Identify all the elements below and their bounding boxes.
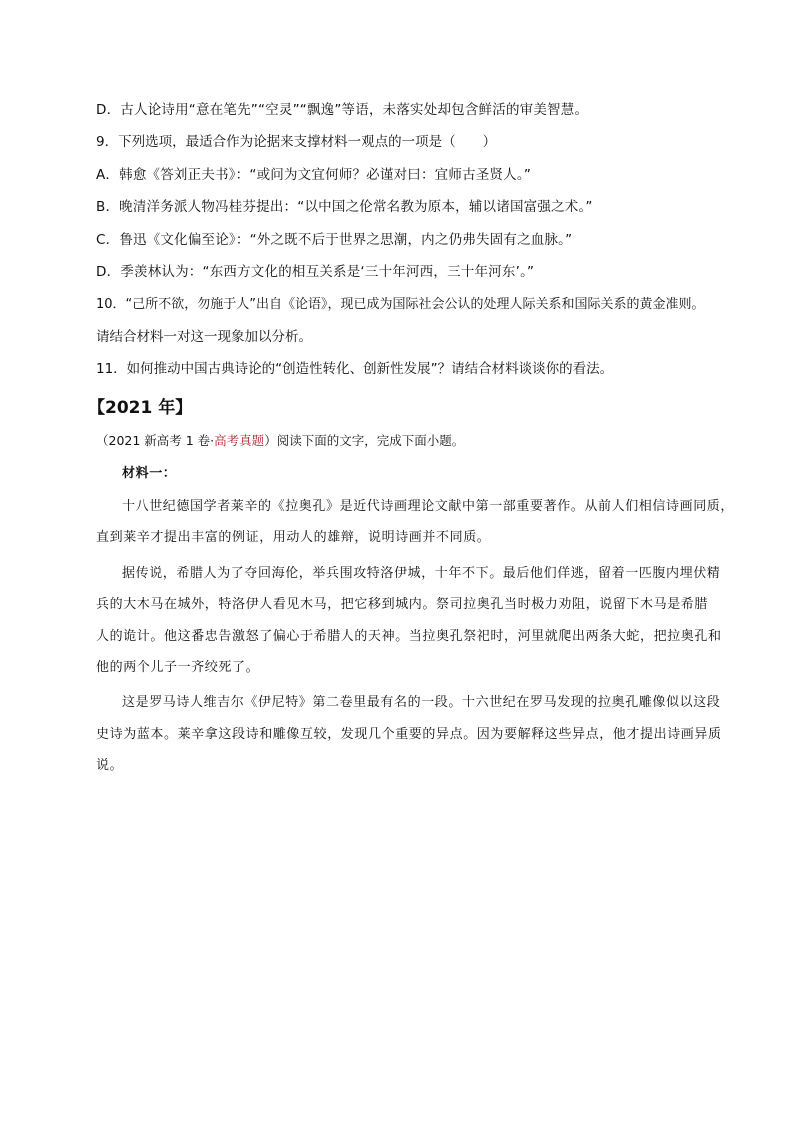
question-9-option-a: A．韩愈《答刘正夫书》：“或问为文宜何师？必谨对曰：宜师古圣贤人。” xyxy=(96,167,532,183)
question-9-option-b: B．晚清洋务派人物冯桂芬提出：“以中国之伦常名教为原本，辅以诸国富强之术。” xyxy=(96,199,593,215)
material-label: 材料一： xyxy=(122,466,177,481)
question-8-option-d: D．古人论诗用“意在笔先”“空灵”“飘逸”等语，未落实处却包含鲜活的审美智慧。 xyxy=(96,102,589,118)
material-p2-line-4: 他的两个儿子一齐绞死了。 xyxy=(96,660,260,675)
material-p2-line-2: 兵的大木马在城外，特洛伊人看见木马，把它移到城内。祭司拉奥孔当时极力劝阻，说留下木马是希腊 xyxy=(96,597,709,612)
material-p1-line-1: 十八世纪德国学者莱辛的《拉奥孔》是近代诗画理论文献中第一部重要著作。从前人们相信诗画同质， xyxy=(122,499,735,514)
material-p2-line-1: 据传说，希腊人为了夺回海伦，举兵围攻特洛伊城，十年不下。最后他们佯逃，留着一匹腹内埋伏精 xyxy=(122,566,721,581)
source-citation xyxy=(96,432,464,450)
material-p3-line-3: 说。 xyxy=(96,758,124,773)
source-highlight: 高考真题 xyxy=(214,433,265,448)
material-p3-line-2: 史诗为蓝本。莱辛拿这段诗和雕像互较，发现几个重要的异点。因为要解释这些异点，他才提出诗画异质 xyxy=(96,727,722,742)
question-10-line-1: 10．“己所不欲，勿施于人”出自《论语》，现已成为国际社会公认的处理人际关系和国际关系的黄金准则。 xyxy=(96,297,705,312)
material-p3-line-1: 这是罗马诗人维吉尔《伊尼特》第二卷里最有名的一段。十六世纪在罗马发现的拉奥孔雕像似以这段 xyxy=(122,695,721,710)
question-9-option-d: D．季羡林认为：“东西方文化的相互关系是‘三十年河西，三十年河东’。” xyxy=(96,264,535,280)
question-9-stem: 9．下列选项，最适合作为论据来支撑材料一观点的一项是（ ） xyxy=(96,134,497,150)
source-suffix: ）阅读下面的文字，完成下面小题。 xyxy=(264,433,465,448)
source-prefix: （2021 新高考 1 卷· xyxy=(96,433,215,448)
question-11: 11．如何推动中国古典诗论的“创造性转化、创新性发展”？请结合材料谈谈你的看法。 xyxy=(96,361,614,377)
section-heading-2021: 【2021 年】 xyxy=(88,398,193,418)
question-9-option-c: C．鲁迅《文化偏至论》：“外之既不后于世界之思潮，内之仍弗失固有之血脉。” xyxy=(96,232,573,248)
material-p2-line-3: 人的诡计。他这番忠告激怒了偏心于希腊人的天神。当拉奥孔祭祀时，河里就爬出两条大蛇，把拉奥孔和 xyxy=(96,629,722,644)
material-p1-line-2: 直到莱辛才提出丰富的例证，用动人的雄辩，说明诗画并不同质。 xyxy=(96,530,491,545)
question-10-line-2: 请结合材料一对这一现象加以分析。 xyxy=(96,329,312,345)
